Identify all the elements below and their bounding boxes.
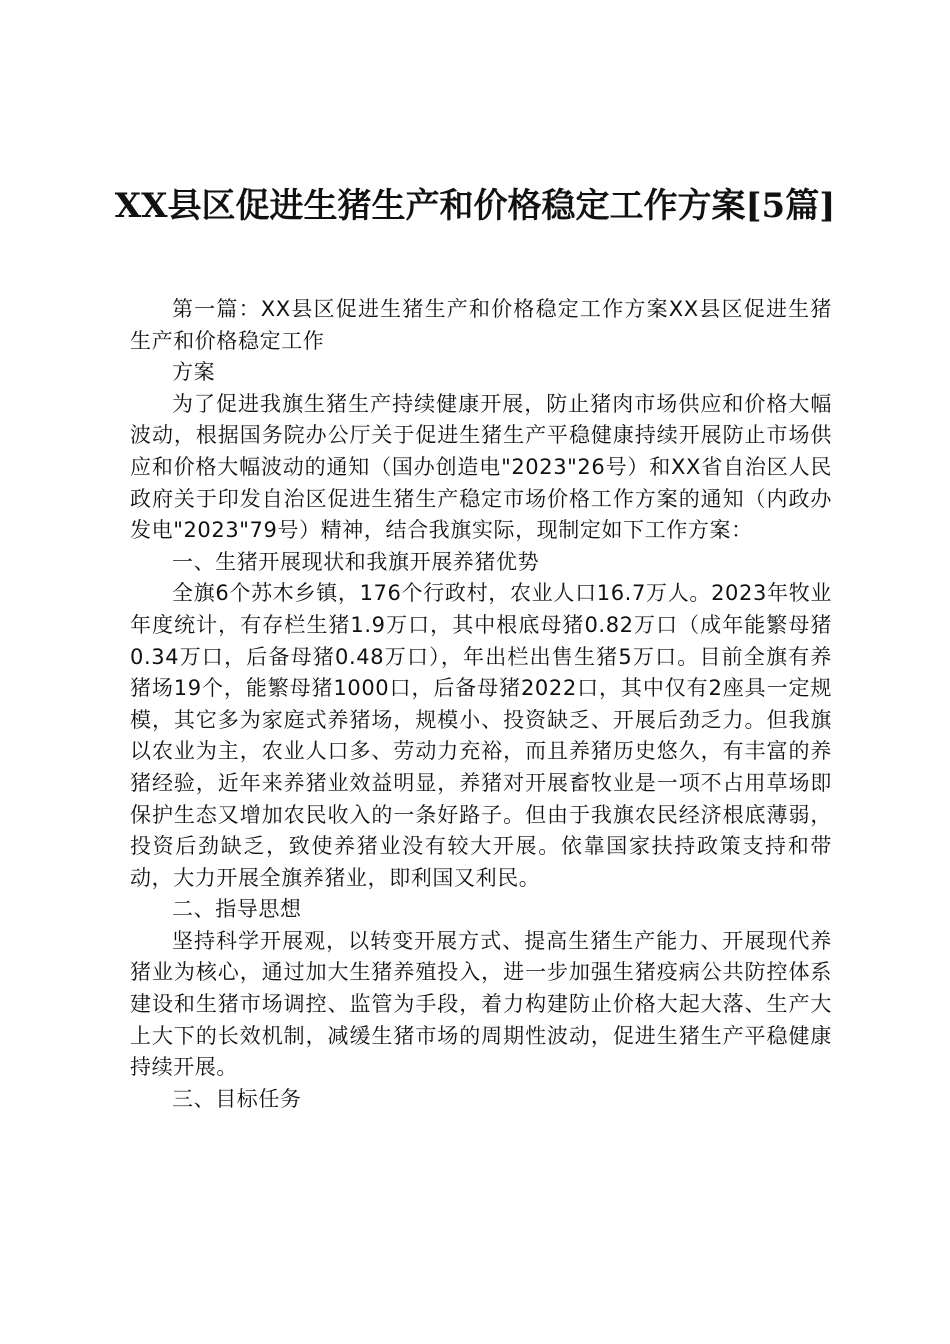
paragraph-guideline: 坚持科学开展观，以转变开展方式、提高生猪生产能力、开展现代养猪业为核心，通过加大生猪养殖投入，进一步加强生猪疫病公共防控体系建设和生猪市场调控、监管为手段，着力构建防止价格大起大落、生产大上大下的长效机制，减缓生猪市场的周期性波动，促进生猪生产平稳健康持续开展。 <box>130 928 832 1080</box>
paragraph-intro: 第一篇：XX县区促进生猪生产和价格稳定工作方案XX县区促进生猪生产和价格稳定工作 <box>130 297 832 353</box>
paragraph-status: 全旗6个苏木乡镇，176个行政村，农业人口16.7万人。2023年牧业年度统计，有存栏生猪1.9万口，其中根底母猪0.82万口（成年能繁母猪0.34万口，后备母猪0.48万口），年出栏出售生猪5万口。目前全旗有养猪场19个，能繁母猪1000口，后备母猪2022口，其中仅有2座具一定规模，其它多为家庭式养猪场，规模小、投资缺乏、开展后劲乏力。但我旗以农业为主，农业人口多、劳动力充裕，而且养猪历史悠久，有丰富的养猪经验，近年来养猪业效益明显，养猪对开展畜牧业是一项不占用草场即保护生态又增加农民收入的一条好路子。但由于我旗农民经济根底薄弱，投资后劲缺乏，致使养猪业没有较大开展。依靠国家扶持政策支持和带动，大力开展全旗养猪业，即利国又利民。 <box>130 581 832 890</box>
document-title: XX县区促进生猪生产和价格稳定工作方案[5篇] <box>114 186 836 226</box>
section-heading-2: 二、指导思想 <box>172 897 302 922</box>
section-heading-1: 一、生猪开展现状和我旗开展养猪优势 <box>172 549 540 574</box>
section-heading-3: 三、目标任务 <box>172 1086 302 1111</box>
paragraph-purpose: 为了促进我旗生猪生产持续健康开展，防止猪肉市场供应和价格大幅波动，根据国务院办公厅关于促进生猪生产平稳健康持续开展防止市场供应和价格大幅波动的通知（国办创造电"2023"26号）和XX省自治区人民政府关于印发自治区促进生猪生产稳定市场价格工作方案的通知（内政办发电"2023"79号）精神，结合我旗实际，现制定如下工作方案： <box>130 391 832 543</box>
document-body <box>130 294 832 1115</box>
paragraph-intro-continued: 方案 <box>172 360 216 385</box>
